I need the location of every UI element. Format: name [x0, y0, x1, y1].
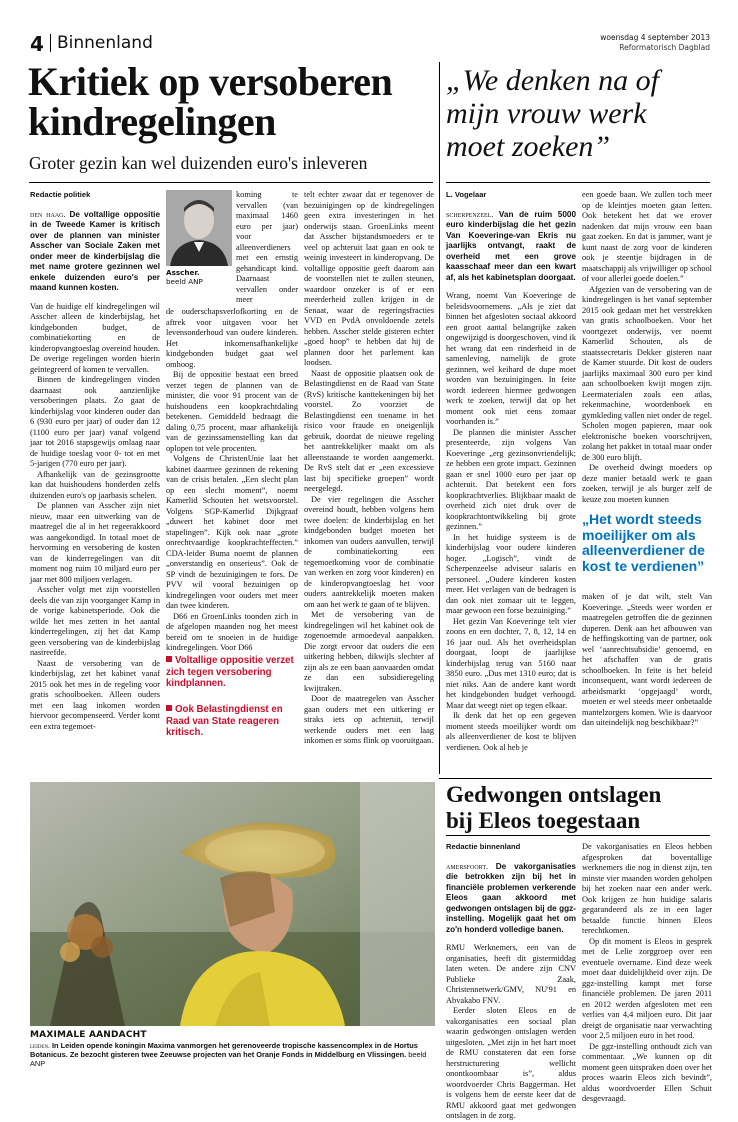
article1-par: Naast de oppositie plaatsen ook de Belastingdienst en de Raad van State (RvS) kritische kanttekeningen bij het voorstel. Zo voorziet de Belastingdienst een toename in het risico voor fraude en oneigenlijk gebruik, doordat de nieuwe regeling het aantrekkelijker maakt om als alleenstaande te worden aangemerkt. De RvS stelt dat er „een excessieve last bij specifieke groepen” wordt neergelegd.: [304, 368, 434, 493]
article1-par: Door de maatregelen van Asscher gaan ouders met een uitkering er straks iets op achteruit, terwijl werkende ouders met een laag inkomen er soms flink op vooruitgaan.: [304, 694, 434, 745]
article1-par: D66 en GroenLinks toonden zich in de afgelopen maanden nog het meest bereid om te snoeien in de huidige kindregelingen. Voor D66: [166, 611, 298, 652]
pullquote-1-text: Voltallige oppositie verzet zich tegen versobering kindplannen.: [166, 655, 294, 689]
red-square-icon: [166, 656, 172, 662]
article2-par: Wrang, noemt Van Koeveringe de beleidsvoornemens. „Als je ziet dat binnen het afgesloten sociaal akkoord een groot aantal belangrijke zaken ongewijzigd is doorgeschoven, vind ik het wrang dat een rinderheid in de samenleving, namelijk de grote gezinnen, wel keihard de dupe moet worden van bezuinigingen. In feite wordt iedereen hiermee gedwongen werk te zoeken, terwijl dat op het moment ook niet eens zomaar voorhanden is.”: [446, 291, 576, 426]
article1-col3: [304, 190, 434, 770]
article2-par: De plannen die minister Asscher presenteerde, zijn volgens Van Koeveringe „erg gezinsonvriendelijk; ze hebben een grote impact. Gezinnen gaan er snel 1000 euro per jaar op achteruit. Dat betekent een fors koopkrachtverlies. Blijkbaar maakt de overheid zich niet druk over de koopkrachtontwikkeling bij grote gezinnen.”: [446, 427, 576, 531]
article3-par: RMU Werknemers, een van de organisaties, heeft dit gistermiddag laten weten. De andere zijn CNV Publieke Zaak, Christennetwerk/GMV, NU'91 en Abvakabo FNV.: [446, 943, 576, 1005]
article3-title: [446, 782, 716, 834]
article2-col2b: [582, 592, 712, 772]
article2-par: maken of je dat wilt, stelt Van Koeveringe. „Steeds weer worden er maatregelen getroffen die de gezinnen duperen. Denk aan het afbouwen van de heffingskorting van de partner, ook wel ‘aanrechtsubsidie’ genoemd, en het afschaffen van de gratis schoolboeken. In feite is het beleid inconsequent, want wordt iedereen de arbeidsmarkt ‘opgejaagd’ wordt, moeten er wel steeds meer onbetaalde mantelzorgers komen. Wie is daarvoor dan uiteindelijk nog beschikbaar?”: [582, 592, 712, 727]
article1-par: Van de huidige elf kindregelingen wil Asscher alleen de kinderbijslag, het kindgebonden budget, de combinatiekorting en de kinderopvangtoeslag overeind houden. De overige regelingen worden hierin geïntegreerd of komen te vervallen.: [30, 301, 160, 374]
article3-par: Eerder sloten Eleos en de vakorganisaties een sociaal plan waarin gedwongen ontslagen werden uitgesloten. „Met zijn in het hart moet de RMU constateren dat een forse herstructurering wellicht onontkoombaar is”, aldus woordvoerder Chris Baggerman. Het is volgens hem de eerste keer dat de RMU akkoord gaat met gedwongen ontslagen in de zorg.: [446, 1006, 576, 1120]
column-divider: [439, 62, 440, 774]
photo-caption-place: leiden.: [30, 1041, 50, 1050]
article3-par: De ggz-instelling onthoudt zich van commentaar. „We kunnen op dit moment geen uitspraken doen over het proces waarin Eleos zich bevindt”, aldus woordvoerder Ellen Schuit desgevraagd.: [582, 1041, 712, 1103]
article2-lead: Van de ruim 5000 euro kinderbijslag die het gezin Van Koeveringe-van Ekris nu jaarlijks ontvangt, raakt de overheid met een grove kaasschaaf meer dan een kwart af, als het kabinetsplan doorgaat.: [446, 209, 576, 282]
article2-par: een goede baan. We zullen toch meer op de kleintjes moeten gaan letten. Ook betekent het dat we erover nadenken dat mijn vrouw een baan gaat zoeken. En dat is jammer, want je kunt naast de zorg voor de kinderen ook je steentje bijdragen in de maatschappij als vrijwilliger op school of voor allerlei goede doelen.”: [582, 190, 712, 283]
page-number: 4: [30, 32, 44, 56]
article1-par: De vier regelingen die Asscher overeind houdt, hebben volgens hem twee doelen: de kinderbijslag en het kindgebonden budget moeten het inkomen van ouders aanvullen, terwijl de combinatiekorting een tegemoetkoming voor de combinatie van werken en zorg voor kinderen) en de kinderopvangtoeslag het voor ouders aantrekkelijk moeten maken om aan het werk te gaan of te blijven.: [304, 494, 434, 609]
article1-par: De plannen van Asscher zijn niet nieuw, maar een uitwerking van de maatregel die al in het regeerakkoord was aangekondigd. In totaal moet de hervorming en versobering de kosten van de kinderregelingen van dit moment nog ruim 10 miljard euro per jaar met 800 miljoen verlagen.: [30, 501, 160, 584]
article3-col1: [446, 842, 576, 1120]
article1-par: Afhankelijk van de gezinsgrootte kan dat huishoudens honderden zelfs duizenden euro's op jaarbasis schelen.: [30, 469, 160, 500]
photo-caption: [30, 1030, 435, 1068]
asscher-portrait-icon: [166, 190, 232, 266]
asscher-caption-name: Asscher.: [166, 268, 200, 277]
article3-par: Op dit moment is Eleos in gesprek met de Lelie zorggroep over een eventuele overname. Eind deze week moet daar duidelijkheid over zijn. De ggz-instelling kampt met forse financiële problemen. De jaren 2011 en 2012 werden afgesloten met een verlies van 4,4 miljoen euro. Dit jaar dreigt de organisatie naar verwachting voor 2,5 miljoen euro in het rood.: [582, 936, 712, 1040]
article2-col2: [582, 190, 712, 508]
article1-subtitle: Groter gezin kan wel duizenden euro's inleveren: [29, 153, 368, 173]
article1-par: Binnen de kindregelingen vinden daarnaast ook aanzienlijke versoberingen plaats. Zo gaat de kinderbijslag voor kinderen ouder dan 6 (930 euro per jaar) of ouder dan 12 (1100 euro per jaar) vanaf volgend jaar tot 2016 stapsgewijs omlaag naar de huidige toeslag voor 0- tot en met 5-jarigen (770 euro per jaar).: [30, 375, 160, 468]
article3-title-line2: bij Eleos toegestaan: [446, 808, 641, 833]
article2-title-line1: „We denken na of: [446, 64, 660, 97]
header-paper: Reformatorisch Dagblad: [619, 43, 710, 52]
article1-par: Naast de versobering van de kinderbijslag, zet het kabinet vanaf 2015 ook het mes in de regeling voor gratis schoolboeken. Alleen ouders met een laag inkomen worden hiervoor gecompenseerd. Verder komt een extra tegemoet-: [30, 658, 160, 731]
article1-par: Volgens de ChristenUnie laat het kabinet daarmee gezinnen de rekening van de crisis betalen. „Een slecht plan op een slecht moment”, noemt Kamerlid Schouten het wetsvoorstel. Volgens SGP-Kamerlid Dijkgraaf „duwert het kabinet door met stapelingen”. Kijk ook naar „grote onrechtvaardige koopkrachteffecten.” CDA-leider Buma noemt de plannen „onverstandig en onserieus”. Ook de SP vindt de bezuinigingen te fors. De PVV wil vooral bezuinigen op kindregelingen voor ouders met meer dan twee kinderen.: [166, 454, 298, 610]
maxima-photo: [30, 782, 435, 1026]
article2-par: Het gezin Van Koeveringe telt vier zoons en een dochter, 7, 8, 12, 14 en 16 jaar oud. Als het overheidsplan doorgaat, loopt de jaarlijkse kinderbijslag terug van 5160 naar 3850 euro. „Dus met 1310 euro; dat is niet niks. Aan de andere kant wordt het kindgebonden budget verhoogd. Maar dat weegt niet op tegen elkaar.: [446, 616, 576, 710]
section-name: Binnenland: [57, 33, 153, 53]
pullquote-1: [166, 655, 298, 690]
article2-title: [446, 64, 716, 163]
photo-caption-title: MAXIMALE AANDACHT: [30, 1030, 147, 1040]
article2-col1: [446, 190, 576, 772]
red-square-icon: [166, 705, 172, 711]
page-header: [30, 30, 710, 56]
asscher-caption: [166, 268, 232, 286]
header-divider: [50, 34, 51, 52]
article2-byline: L. Vogelaar: [446, 190, 487, 199]
article1-col2: [166, 307, 298, 653]
photo-caption-credit: beeld ANP: [30, 1050, 427, 1068]
article1-par: Bij de oppositie bestaat een breed verzet tegen de plannen van de minister, die voor 91 procent van de huishoudens een koopkrachtdaling betekenen. Gemiddeld bedraagt die daling 0,75 procent, maar afhankelijk van de gezinssamenstelling kan dat oplopen tot vele procenten.: [166, 370, 298, 453]
article2-title-line3: moet zoeken”: [446, 130, 611, 163]
article1-par: Met de versobering van de kindregelingen wil het kabinet ook de zogenoemde armoedeval aanpakken. Die zorgt ervoor dat ouders die een uitkering hebben, dikwijls slechter af zijn als ze een baan aanvaarden omdat ze dan een subsidieregeling kwijtraken.: [304, 610, 434, 693]
article1-col1: [30, 190, 160, 770]
article1-col2-top: koming te vervallen (van maximaal 1460 euro per jaar) voor alleenverdieners met een ernstig gehandicapt kind. Daarnaast vervallen onder meer: [236, 190, 298, 304]
article3-par: De vakorganisaties en Eleos hebben afgesproken dat boventallige werknemers die nog in dienst zijn, ten minste vier maanden worden geholpen bij het zoeken naar een ander werk. Ook krijgen ze hun huidige salaris gegarandeerd als ze in een lager betaalde functie binnen Eleos terechtkomen.: [582, 842, 712, 935]
article1-place: den haag.: [30, 209, 66, 219]
article3-byline: Redactie binnenland: [446, 842, 521, 851]
article2-place: scherpenzeel.: [446, 209, 494, 219]
article2-par: De overheid dwingt moeders op deze manier betaald werk te gaan zoeken, terwijl je als burger zelf de keuze zou moeten kunnen: [582, 463, 712, 504]
maxima-photo-illustration: [30, 782, 435, 1026]
article3-place: amersfoort.: [446, 861, 489, 871]
asscher-photo: [166, 190, 232, 266]
article1-par: de ouderschapsverlofkorting en de aftrek voor uitgaven voor het levensonderhoud van oudere kinderen. Het inkomensafhankelijke kindgebonden budget gaat wel omhoog.: [166, 307, 298, 369]
article2-title-line2: mijn vrouw werk: [446, 97, 647, 130]
article3-title-line1: Gedwongen ontslagen: [446, 782, 662, 807]
article1-title: [28, 59, 438, 144]
article1-title-line2: kindregelingen: [28, 99, 276, 144]
article2-par: Ik denk dat het op een gegeven moment steeds moeilijker wordt om als alleenverdiener de kost te blijven verdienen. Ook al heb je: [446, 711, 576, 752]
article2-quote: [582, 512, 712, 574]
article1-lead: De voltallige oppositie in de Tweede Kamer is kritisch over de plannen van minister Asscher van Sociale Zaken met onder meer de kinderbijslag die met name grotere gezinnen wel enkele duizenden euro's per maand kunnen kosten.: [30, 209, 160, 292]
article2-par: Afgezien van de versobering van de kindregelingen is het vanaf september 2015 ook gedaan met het verstrekken van gratis schoolboeken. Voor het voortgezet onderwijs, ver noemt Kamerlid Schouten, als de staatssecretaris Dekker gisteren naar de Kamer stuurde. Dit kost de ouders jaarlijks maximaal 300 euro per kind aan schoolboeken kwijt mogen zijn. Leermaterialen zoals een atlas, rekenmachine, woordenboek en gymkleding vallen niet onder de regel. Scholen mogen papieren, maar ook elektronische boeken voorschrijven, zolang het pakket in totaal maar onder de 300 euro blijft.: [582, 284, 712, 462]
article1-byline: Redactie politiek: [30, 190, 91, 199]
pullquote-2: [166, 704, 298, 739]
article3-top-rule: [439, 778, 712, 779]
article1-title-line1: Kritiek op versoberen: [28, 59, 393, 104]
article3-lead: De vakorganisaties die betrokken zijn bij het in financiële problemen verkerende Eleos gaan akkoord met gedwongen ontslagen bij de ggz-instelling. Mogelijk gaat het om zo'n honderd volledige banen.: [446, 861, 576, 934]
article2-par: In het huidige systeem is de kinderbijslag voor oudere kinderen hoger. „Logisch”, vindt de Scherpenzeelse adviseur salaris en personeel. „Oudere kinderen kosten meer. Het verlagen van de bedragen is dan ook niet zomaar uit te leggen, maar gewoon een forse bezuiniging.”: [446, 532, 576, 615]
article3-col2: [582, 842, 712, 1103]
article3-rule: [446, 835, 710, 836]
article1-rule: [29, 182, 433, 183]
asscher-caption-credit: beeld ANP: [166, 277, 203, 286]
article2-rule: [446, 182, 710, 183]
pullquote-2-text: Ook Belastingdienst en Raad van State reageren kritisch.: [166, 704, 283, 738]
article2-quote-text: „Het wordt steeds moeilijker om als alleenverdiener de kost te verdienen”: [582, 511, 705, 574]
article1-par: telt echter zwaar dat er tegenover de bezuinigingen op de kindregelingen geen extra investeringen in het onderwijs staan. GroenLinks meent dat Asscher bijstandsmoeders er te veel op achteruit laat gaan en ook te weinig investeert in kinderopvang. De voltallige oppositie geeft daarom aan de voorstellen niet te zullen steunen, waardoor onzeker is of er een meerderheid zullen krijgen in de Senaat, waar de regeringsfracties VVD en PvdA onvoldoende zetels hebben. Asscher stelde gisteren echter „goed hoop” te hebben dat hij de plannen door het parlement kan loodsen.: [304, 190, 434, 367]
photo-caption-text: In Leiden opende koningin Maxima vanmorgen het gerenoveerde tropische kassencomplex in de Hortus Botanicus. Ze bezocht gisteren twee Zeeuwse projecten van het Oranje Fonds in Middelburg en Vlissingen.: [30, 1041, 418, 1059]
header-date: woensdag 4 september 2013: [600, 33, 710, 42]
article1-par: Asscher volgt met zijn voorstellen deels die van zijn voorganger Kamp in de vorige kabinetsperiode. Ook die wilde het mes zetten in het aantal kinderregelingen, zij het dat Kamp geen versobering van de kinderbijslag nastreefde.: [30, 585, 160, 657]
